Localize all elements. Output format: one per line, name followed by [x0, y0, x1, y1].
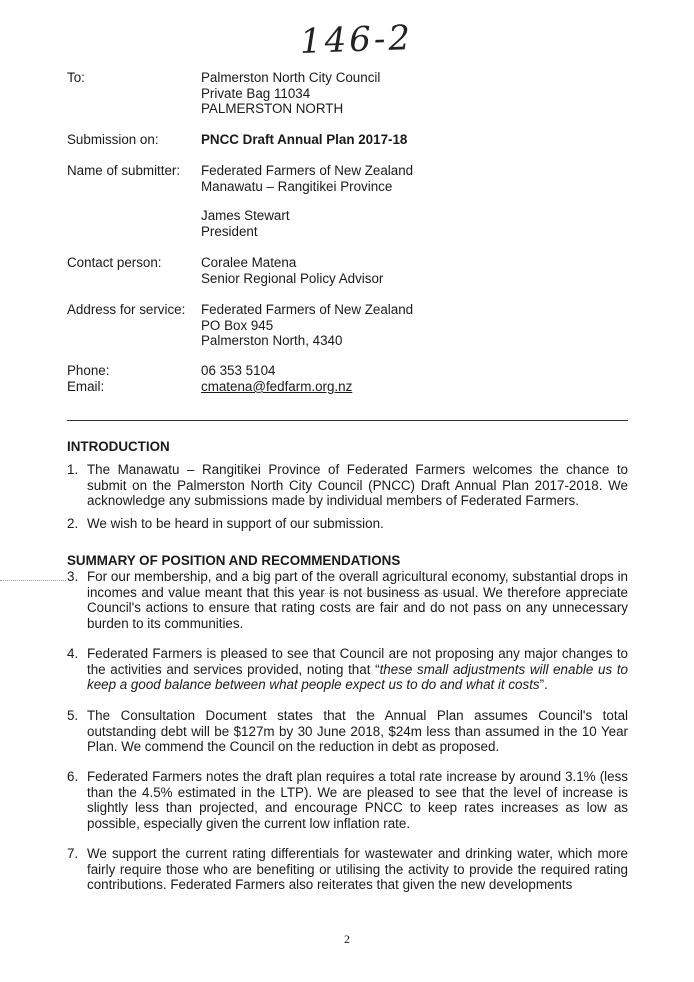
paragraph-text [87, 646, 628, 693]
scan-artifact [0, 580, 66, 581]
paragraph-text: Federated Farmers notes the draft plan requires a total rate increase by around 3.1% (less than the 4.5% estimated in the LTP). We are pleased to see that the level of increase is slightly less than projected, and encourage PNCC to keep rates increases as low as possible, especially given the current low inflation rate. [87, 769, 628, 831]
paragraph-number: 3. [67, 569, 79, 584]
address-line: Federated Farmers of New Zealand [201, 302, 414, 317]
submitter-person-name: James Stewart [201, 208, 290, 223]
address-label: Address for service: [67, 302, 186, 317]
paragraph-number: 4. [67, 646, 79, 661]
paragraph-3 [67, 569, 628, 631]
paragraph-number: 5. [67, 708, 79, 723]
paragraph-7 [67, 846, 628, 893]
address-line: PO Box 945 [201, 317, 274, 333]
to-address [201, 70, 380, 117]
paragraph-text: We support the current rating differentials for wastewater and drinking water, which more fairly require those who are benefiting or utilising the activity to provide the required rating contributions. Federated Farmers also reiterates that given the new developments [87, 846, 628, 893]
to-label: To: [67, 70, 85, 85]
submitter-person-title: President [201, 223, 258, 239]
submitter-line: Manawatu – Rangitikei Province [201, 178, 393, 194]
paragraph-1 [67, 462, 628, 509]
paragraph-5 [67, 708, 628, 755]
submitter-line: Federated Farmers of New Zealand [201, 163, 414, 178]
quoted-text: these small adjustments will enable us to keep a good balance between what people expect us to do and what it costs [87, 661, 629, 693]
to-line: Private Bag 11034 [201, 85, 311, 101]
paragraph-number: 2. [67, 516, 79, 531]
paragraph-number: 7. [67, 846, 79, 861]
address-line: Palmerston North, 4340 [201, 333, 343, 349]
to-line: Palmerston North City Council [201, 70, 381, 85]
paragraph-6 [67, 769, 628, 831]
paragraph-text: For our membership, and a big part of the overall agricultural economy, substantial drops in incomes and value meant that this year is not business as usual. We therefore appreciate Council's actions to ensure that rating costs are fair and do not pass on any unnecessary burden to its communities. [87, 569, 628, 631]
phone-value: 06 353 5104 [201, 363, 276, 378]
introduction-heading: INTRODUCTION [67, 439, 170, 454]
submission-value: PNCC Draft Annual Plan 2017-18 [201, 132, 408, 147]
paragraph-text-part: Federated Farmers is pleased to see that Council are not proposing any major changes to the activities and services provided, noting that “ [87, 646, 628, 677]
submission-label: Submission on: [67, 132, 159, 147]
email-link[interactable]: cmatena@fedfarm.org.nz [201, 379, 353, 394]
paragraph-text: The Manawatu – Rangitikei Province of Federated Farmers welcomes the chance to submit on the Palmerston North City Council (PNCC) Draft Annual Plan 2017-2018. We acknowledge any submissions made by individual members of Federated Farmers. [87, 462, 628, 509]
summary-heading: SUMMARY OF POSITION AND RECOMMENDATIONS [67, 553, 401, 568]
paragraph-text-part: ”. [539, 677, 548, 693]
handwritten-reference: 146-2 [299, 18, 414, 62]
paragraph-number: 1. [67, 462, 79, 477]
email-label: Email: [67, 379, 105, 394]
paragraph-2 [67, 516, 628, 532]
paragraph-4 [67, 646, 628, 693]
paragraph-number: 6. [67, 769, 79, 784]
contact-title: Senior Regional Policy Advisor [201, 270, 384, 286]
address-value [201, 302, 413, 349]
submitter-label: Name of submitter: [67, 163, 181, 178]
contact-name: Coralee Matena [201, 255, 297, 270]
paragraph-text: We wish to be heard in support of our submission. [87, 516, 384, 531]
contact-label: Contact person: [67, 255, 162, 270]
contact-person [201, 255, 383, 286]
submitter-person [201, 208, 290, 239]
to-line: PALMERSTON NORTH [201, 101, 344, 117]
phone-label: Phone: [67, 363, 110, 378]
paragraph-text: The Consultation Document states that the Annual Plan assumes Council's total outstanding debt will be $127m by 30 June 2018, $24m less than assumed in the 10 Year Plan. We commend the Council on the reduction in debt as proposed. [87, 708, 628, 755]
submitter-org [201, 163, 413, 194]
page-number: 2 [344, 932, 350, 946]
divider [67, 420, 628, 421]
